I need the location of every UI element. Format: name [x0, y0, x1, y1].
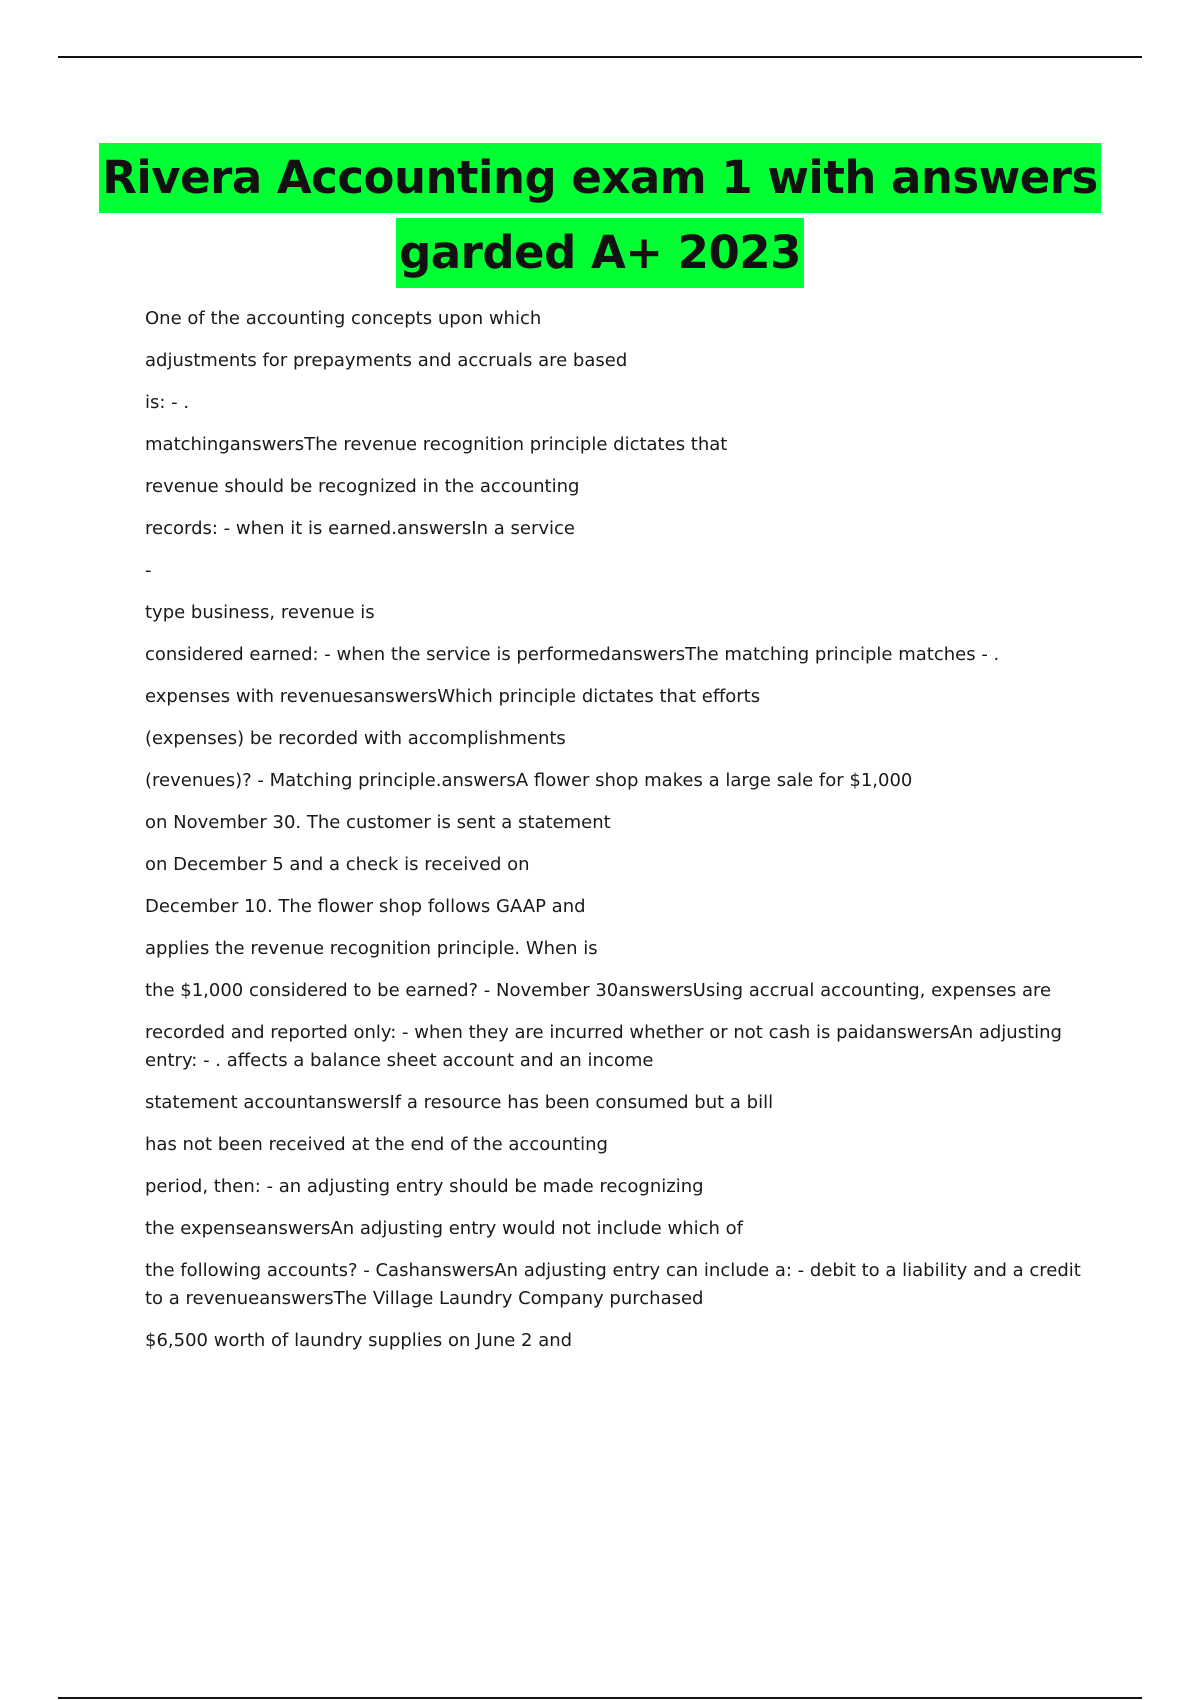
- paragraph: [145, 725, 566, 753]
- paragraph-line: entry: - . affects a balance sheet account and an income: [145, 1050, 654, 1071]
- paragraph-line: is: - .: [145, 392, 190, 413]
- paragraph-line: applies the revenue recognition principle. When is: [145, 938, 598, 959]
- paragraph: [145, 641, 999, 669]
- paragraph: [145, 1215, 743, 1243]
- paragraph: [145, 389, 189, 417]
- paragraph-line: the expenseanswersAn adjusting entry would not include which of: [145, 1218, 743, 1239]
- paragraph-line: (revenues)? - Matching principle.answersA flower shop makes a large sale for $1,000: [145, 770, 913, 791]
- paragraph: [145, 1257, 1081, 1313]
- paragraph-line: expenses with revenuesanswersWhich principle dictates that efforts: [145, 686, 761, 707]
- paragraph-line: the following accounts? - CashanswersAn adjusting entry can include a: - debit to a liability and a credit: [145, 1260, 1081, 1281]
- paragraph-line: on December 5 and a check is received on: [145, 854, 530, 875]
- paragraph-line: $6,500 worth of laundry supplies on June 2 and: [145, 1330, 573, 1351]
- paragraph-line: (expenses) be recorded with accomplishments: [145, 728, 566, 749]
- paragraph-line: type business, revenue is: [145, 602, 375, 623]
- paragraph-line: One of the accounting concepts upon which: [145, 308, 542, 329]
- paragraph-line: to a revenueanswersThe Village Laundry Company purchased: [145, 1288, 704, 1309]
- paragraph: [145, 515, 575, 543]
- title-line-2: garded A+ 2023: [396, 218, 804, 288]
- paragraph: [145, 893, 586, 921]
- paragraph: [145, 1131, 608, 1159]
- paragraph-line: the $1,000 considered to be earned? - November 30answersUsing accrual accounting, expenses are: [145, 980, 1052, 1001]
- header-rule: [58, 56, 1142, 58]
- paragraph-line: records: - when it is earned.answersIn a service: [145, 518, 575, 539]
- paragraph: [145, 347, 627, 375]
- paragraph-line: matchinganswersThe revenue recognition principle dictates that: [145, 434, 728, 455]
- paragraph-line: period, then: - an adjusting entry should be made recognizing: [145, 1176, 704, 1197]
- paragraph-line: -: [145, 560, 152, 581]
- paragraph: [145, 431, 727, 459]
- paragraph-line: December 10. The flower shop follows GAAP and: [145, 896, 586, 917]
- paragraph-line: revenue should be recognized in the accounting: [145, 476, 580, 497]
- paragraph: [145, 599, 375, 627]
- paragraph: [145, 767, 912, 795]
- paragraph: [145, 1173, 704, 1201]
- paragraph: [145, 935, 598, 963]
- paragraph: [145, 1089, 773, 1117]
- paragraph: [145, 557, 152, 585]
- paragraph: [145, 1327, 572, 1355]
- paragraph: [145, 1019, 1062, 1075]
- paragraph-line: recorded and reported only: - when they are incurred whether or not cash is paidanswersAn adjusting: [145, 1022, 1062, 1043]
- paragraph-line: has not been received at the end of the accounting: [145, 1134, 608, 1155]
- paragraph: [145, 851, 530, 879]
- paragraph-line: adjustments for prepayments and accruals are based: [145, 350, 628, 371]
- paragraph: [145, 473, 579, 501]
- paragraph-line: considered earned: - when the service is performedanswersThe matching principle matches - .: [145, 644, 1000, 665]
- document-title: [60, 143, 1140, 293]
- paragraph-line: on November 30. The customer is sent a statement: [145, 812, 611, 833]
- paragraph: [145, 977, 1051, 1005]
- paragraph: [145, 305, 541, 333]
- paragraph: [145, 683, 760, 711]
- footer-rule: [58, 1697, 1142, 1699]
- paragraph-line: statement accountanswersIf a resource has been consumed but a bill: [145, 1092, 774, 1113]
- title-line-1: Rivera Accounting exam 1 with answers: [99, 143, 1101, 213]
- paragraph: [145, 809, 611, 837]
